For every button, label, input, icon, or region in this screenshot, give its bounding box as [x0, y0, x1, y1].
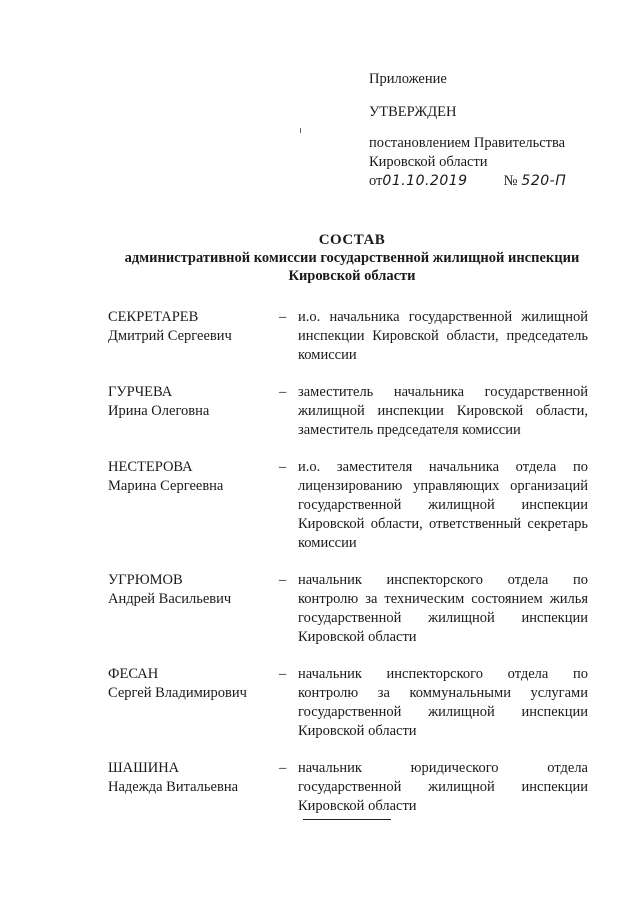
member-name — [108, 308, 278, 346]
member-given-name: Надежда Витальевна — [108, 779, 239, 795]
member-surname: ШАШИНА — [108, 760, 180, 776]
approval-block — [369, 70, 609, 191]
member-name — [108, 383, 278, 421]
member-surname: СЕКРЕТАРЕВ — [108, 309, 199, 325]
number-prefix: № — [503, 173, 518, 189]
approved-label: УТВЕРЖДЕН — [369, 104, 457, 120]
member-entry — [108, 571, 588, 647]
member-surname: НЕСТЕРОВА — [108, 459, 193, 475]
member-entry — [108, 665, 588, 741]
title-line-2: административной комиссии государственной жилищной инспекции — [124, 250, 580, 266]
member-name — [108, 458, 278, 496]
member-role: начальник юридического отдела государственной жилищной инспекции Кировской области — [298, 760, 588, 814]
order-line — [369, 172, 609, 191]
member-role: начальник инспекторского отдела по контролю за техническим состоянием жилья государственной жилищной инспекции Кировской области — [298, 572, 588, 645]
member-entry — [108, 458, 588, 553]
scan-speck — [300, 128, 301, 133]
decree-line-2: Кировской области — [369, 154, 488, 170]
member-name — [108, 665, 278, 703]
document-title — [60, 231, 640, 285]
member-role: начальник инспекторского отдела по контролю за коммунальными услугами государственной жилищной инспекции Кировской области — [298, 666, 588, 739]
member-role: и.о. заместителя начальника отдела по лицензированию управляющих организаций государственной жилищной инспекции Кировской области, ответственный секретарь комиссии — [298, 459, 588, 551]
members-list — [108, 308, 588, 834]
member-role: заместитель начальника государственной жилищной инспекции Кировской области, заместитель председателя комиссии — [298, 384, 588, 438]
member-name — [108, 759, 278, 797]
handwritten-number: 520-П — [521, 173, 567, 189]
member-dash: – — [279, 459, 287, 475]
member-surname: УГРЮМОВ — [108, 572, 183, 588]
member-entry — [108, 383, 588, 440]
member-dash: – — [279, 572, 287, 588]
member-given-name: Андрей Васильевич — [108, 591, 232, 607]
appendix-label: Приложение — [369, 71, 447, 87]
handwritten-date: 01.10.2019 — [382, 173, 468, 189]
date-prefix: от — [369, 173, 383, 189]
member-dash: – — [279, 666, 287, 682]
member-entry — [108, 308, 588, 365]
member-name — [108, 571, 278, 609]
member-entry — [108, 759, 588, 816]
member-dash: – — [279, 384, 287, 400]
member-surname: ГУРЧЕВА — [108, 384, 173, 400]
member-given-name: Марина Сергеевна — [108, 478, 224, 494]
member-given-name: Ирина Олеговна — [108, 403, 210, 419]
member-surname: ФЕСАН — [108, 666, 159, 682]
title-line-1: СОСТАВ — [318, 232, 386, 248]
closing-separator-line — [303, 819, 391, 820]
member-given-name: Дмитрий Сергеевич — [108, 328, 232, 344]
member-dash: – — [279, 760, 287, 776]
title-line-3: Кировской области — [288, 268, 416, 284]
decree-line-1: постановлением Правительства — [369, 135, 566, 151]
member-role: и.о. начальника государственной жилищной инспекции Кировской области, председатель комиссии — [298, 309, 588, 363]
member-dash: – — [279, 309, 287, 325]
member-given-name: Сергей Владимирович — [108, 685, 247, 701]
